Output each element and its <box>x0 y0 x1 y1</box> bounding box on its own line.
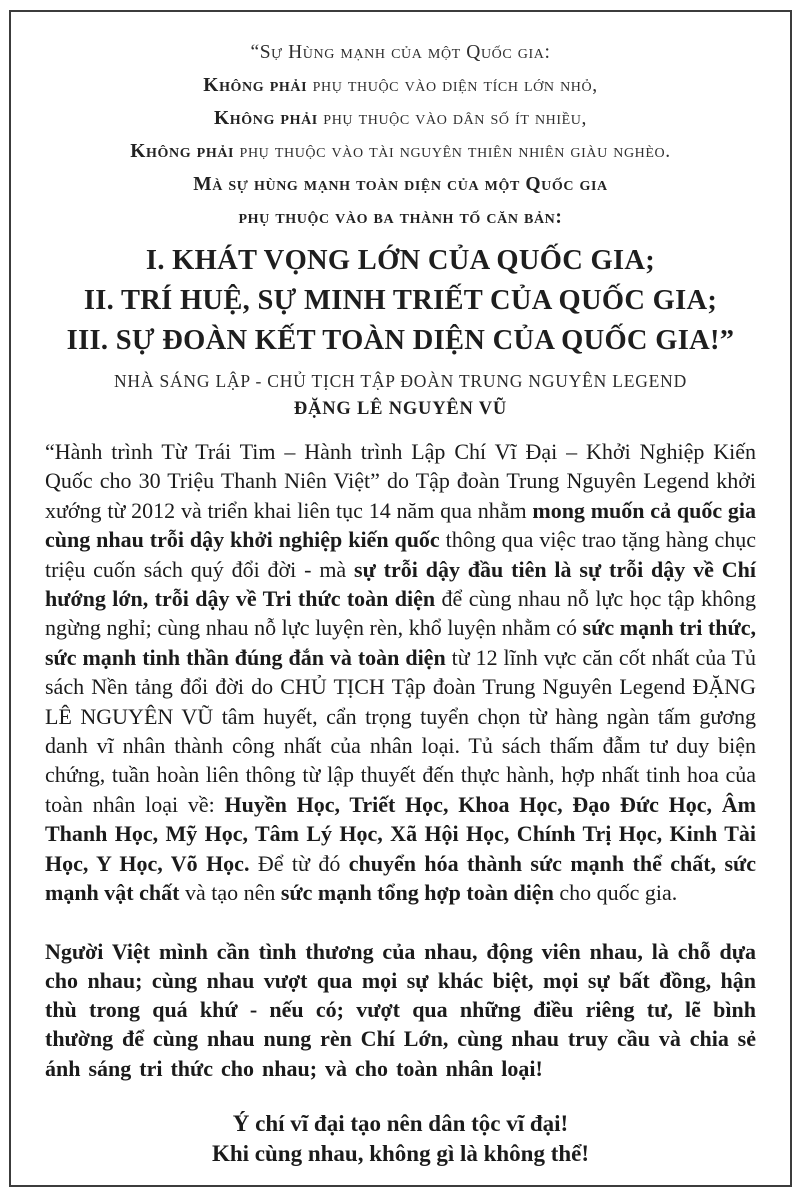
appeal-paragraph: Người Việt mình cần tình thương của nhau, động viên nhau, là chỗ dựa cho nhau; cùng nhau vượt qua mọi sự khác biệt, mọi sự bất đồng, hận thù trong quá khứ - nếu có; vượt qua những điều riêng tư, lẽ bình thường để cùng nhau nung rèn Chí Lớn, cùng nhau truy cầu và chia sẻ ánh sáng tri thức cho nhau; và cho toàn nhân loại! <box>45 938 756 1081</box>
closing-line-1: Ý chí vĩ đại tạo nên dân tộc vĩ đại! <box>232 1110 569 1136</box>
quote-line-3: Không phải phụ thuộc vào dân số ít nhiều, <box>214 108 587 129</box>
closing-line-2: Khi cùng nhau, không gì là không thể! <box>211 1141 590 1167</box>
closing-lines <box>45 1109 756 1170</box>
epigraph-quote <box>45 36 756 234</box>
attribution-title: NHÀ SÁNG LẬP - CHỦ TỊCH TẬP ĐOÀN TRUNG NGUYÊN LEGEND <box>113 371 688 391</box>
pillar-item-3: III. SỰ ĐOÀN KẾT TOÀN DIỆN CỦA QUỐC GIA!” <box>66 325 735 356</box>
pillar-item-2: II. TRÍ HUỆ, SỰ MINH TRIẾT CỦA QUỐC GIA; <box>83 285 718 316</box>
intro-paragraph: “Hành trình Từ Trái Tim – Hành trình Lập Chí Vĩ Đại – Khởi Nghiệp Kiến Quốc cho 30 Triệu Thanh Niên Việt” do Tập đoàn Trung Nguyên Legend khởi xướng từ 2012 và triển khai liên tục 14 năm qua nhằm mong muốn cả quốc gia cùng nhau trỗi dậy khởi nghiệp kiến quốc thông qua việc trao tặng hàng chục triệu cuốn sách quý đổi đời - mà sự trỗi dậy đầu tiên là sự trỗi dậy về Chí hướng lớn, trỗi dậy về Tri thức toàn diện để cùng nhau nỗ lực học tập không ngừng nghỉ; cùng nhau nỗ lực luyện rèn, khổ luyện nhằm có sức mạnh tri thức, sức mạnh tinh thần đúng đắn và toàn diện từ 12 lĩnh vực căn cốt nhất của Tủ sách Nền tảng đổi đời do CHỦ TỊCH Tập đoàn Trung Nguyên Legend ĐẶNG LÊ NGUYÊN VŨ tâm huyết, cẩn trọng tuyển chọn từ hàng ngàn tấm gương danh vĩ nhân thành công nhất của nhân loại. Tủ sách thấm đẫm tư duy biện chứng, tuần hoàn liên thông từ lập thuyết đến thực hành, hợp nhất tinh hoa của toàn nhân loại về: Huyền Học, Triết Học, Khoa Học, Đạo Đức Học, Âm Thanh Học, Mỹ Học, Tâm Lý Học, Xã Hội Học, Chính Trị Học, Kinh Tài Học, Y Học, Võ Học. Để từ đó chuyển hóa thành sức mạnh thể chất, sức mạnh vật chất và tạo nên sức mạnh tổng hợp toàn diện cho quốc gia. <box>45 439 756 906</box>
quote-line-1: “Sự Hùng mạnh của một Quốc gia: <box>250 42 551 63</box>
quote-line-5: Mà sự hùng mạnh toàn diện của một Quốc gia <box>193 174 608 195</box>
page-content <box>45 36 756 1170</box>
attribution-name: ĐẶNG LÊ NGUYÊN VŨ <box>293 399 508 419</box>
quote-line-2: Không phải phụ thuộc vào diện tích lớn nhỏ, <box>203 75 598 96</box>
quote-line-4: Không phải phụ thuộc vào tài nguyên thiên nhiên giàu nghèo. <box>130 141 671 162</box>
pillar-item-1: I. KHÁT VỌNG LỚN CỦA QUỐC GIA; <box>145 245 656 276</box>
quote-line-6: phụ thuộc vào ba thành tố căn bản: <box>238 207 563 228</box>
pillars-list <box>45 241 756 361</box>
